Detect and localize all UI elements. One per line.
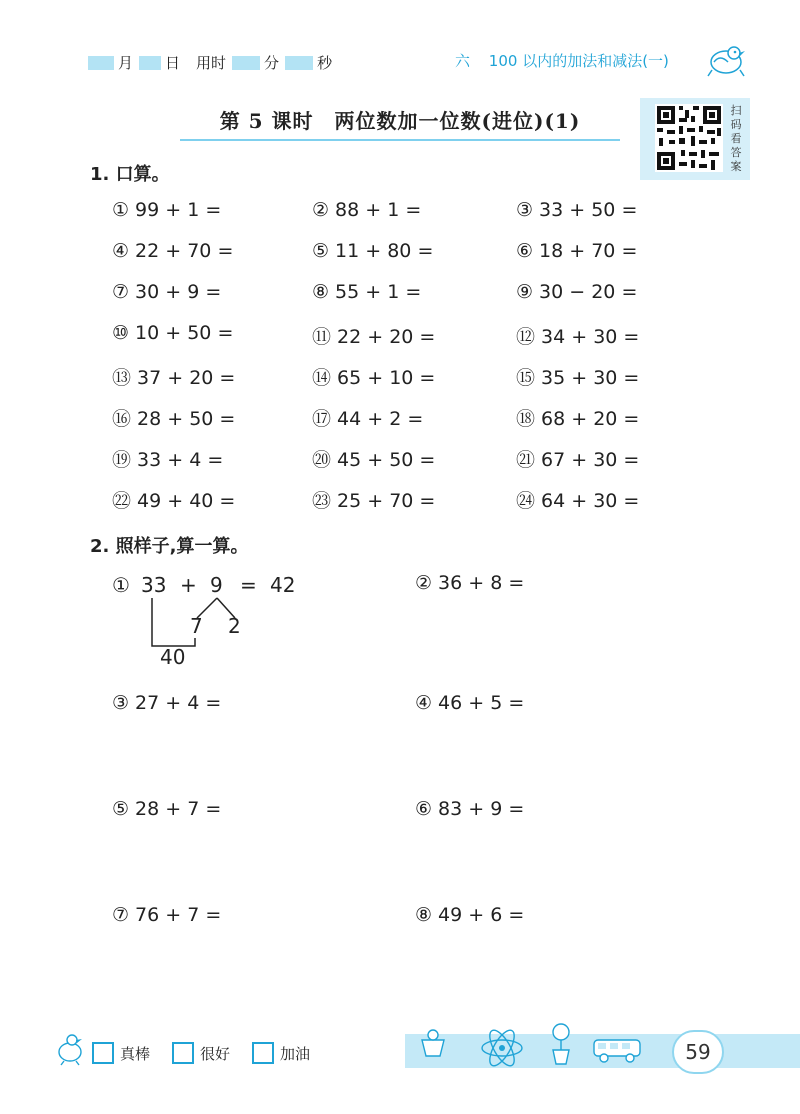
minutes-label: 分 bbox=[264, 54, 280, 72]
month-label: 月 bbox=[118, 54, 134, 72]
oral-problem[interactable] bbox=[112, 281, 221, 303]
rating-label: 加油 bbox=[280, 1044, 311, 1063]
practice-problem[interactable] bbox=[415, 572, 524, 594]
example-number: ① bbox=[112, 573, 130, 597]
qr-caption bbox=[728, 104, 744, 174]
problem-number: ⑥ bbox=[516, 240, 534, 262]
oral-problem[interactable] bbox=[516, 363, 639, 390]
problem-number: ⑳ bbox=[312, 449, 332, 471]
qr-caption-char: 案 bbox=[730, 160, 742, 173]
problem-text: 36 + 8 = bbox=[438, 572, 525, 594]
problem-number: ⑲ bbox=[112, 449, 132, 471]
date-time-fields bbox=[88, 52, 338, 73]
problem-text: 25 + 70 = bbox=[337, 490, 436, 512]
problem-text: 83 + 9 = bbox=[438, 798, 525, 820]
time-used-label: 用时 bbox=[196, 54, 227, 72]
problem-text: 22 + 70 = bbox=[135, 240, 234, 262]
problem-number: ⑨ bbox=[516, 281, 534, 303]
bird-icon bbox=[52, 1030, 88, 1066]
problem-number: ⑪ bbox=[312, 326, 332, 348]
problem-text: 18 + 70 = bbox=[539, 240, 638, 262]
oral-problem[interactable] bbox=[312, 281, 421, 303]
problem-number: ② bbox=[415, 572, 433, 594]
rating-label: 真棒 bbox=[120, 1044, 151, 1063]
oral-problem[interactable] bbox=[112, 240, 233, 262]
problem-number: ⑧ bbox=[415, 904, 433, 926]
problem-number: ② bbox=[312, 199, 330, 221]
problem-number: ⑮ bbox=[516, 367, 536, 389]
problem-text: 68 + 20 = bbox=[541, 408, 640, 430]
rating-keep-going[interactable] bbox=[252, 1042, 310, 1064]
practice-problem[interactable] bbox=[415, 904, 524, 926]
oral-problem[interactable] bbox=[112, 322, 233, 344]
title-underline bbox=[180, 139, 620, 141]
bird-icon bbox=[704, 40, 748, 78]
split-left: 7 bbox=[190, 614, 203, 638]
oral-problem[interactable] bbox=[112, 363, 235, 390]
seconds-blank[interactable] bbox=[285, 56, 313, 70]
problem-number: ⑭ bbox=[312, 367, 332, 389]
qr-caption-char: 答 bbox=[730, 146, 742, 159]
problem-number: ⑥ bbox=[415, 798, 433, 820]
problem-number: ⑩ bbox=[112, 322, 130, 344]
problem-number: ⑦ bbox=[112, 904, 130, 926]
problem-text: 33 + 50 = bbox=[539, 199, 638, 221]
practice-problem[interactable] bbox=[112, 798, 221, 820]
qr-caption-char: 扫 bbox=[730, 104, 742, 117]
chapter-heading bbox=[455, 50, 669, 71]
rating-checkbox[interactable] bbox=[92, 1042, 114, 1064]
problem-text: 45 + 50 = bbox=[337, 449, 436, 471]
problem-number: ④ bbox=[415, 692, 433, 714]
problem-text: 28 + 50 = bbox=[137, 408, 236, 430]
problem-text: 65 + 10 = bbox=[337, 367, 436, 389]
problem-text: 64 + 30 = bbox=[541, 490, 640, 512]
section1-title: 1. 口算。 bbox=[90, 164, 170, 185]
oral-problem[interactable] bbox=[312, 199, 421, 221]
section2-title: 2. 照样子,算一算。 bbox=[90, 536, 249, 557]
practice-problem[interactable] bbox=[415, 692, 524, 714]
problem-text: 49 + 40 = bbox=[137, 490, 236, 512]
cup-icon bbox=[416, 1026, 450, 1060]
atom-icon bbox=[480, 1028, 524, 1068]
problem-text: 37 + 20 = bbox=[137, 367, 236, 389]
problem-text: 35 + 30 = bbox=[541, 367, 640, 389]
rating-good[interactable] bbox=[172, 1042, 230, 1064]
example-plus-sign: + bbox=[180, 573, 197, 597]
problem-text: 11 + 80 = bbox=[335, 240, 434, 262]
rating-label: 很好 bbox=[200, 1044, 231, 1063]
chapter-title: 100 以内的加法和减法(一) bbox=[488, 52, 669, 70]
problem-text: 49 + 6 = bbox=[438, 904, 525, 926]
rating-checkbox[interactable] bbox=[172, 1042, 194, 1064]
oral-problem[interactable] bbox=[112, 445, 223, 472]
example-addend-b: 9 bbox=[210, 573, 223, 597]
example-addend-a: 33 bbox=[141, 573, 167, 597]
month-blank[interactable] bbox=[88, 56, 114, 70]
problem-number: ④ bbox=[112, 240, 130, 262]
problem-number: ⑤ bbox=[112, 798, 130, 820]
oral-problem[interactable] bbox=[312, 363, 435, 390]
qr-caption-char: 看 bbox=[730, 132, 742, 145]
problem-number: ⑧ bbox=[312, 281, 330, 303]
problem-text: 33 + 4 = bbox=[137, 449, 224, 471]
problem-number: ㉒ bbox=[112, 490, 132, 512]
example-equals-sign: = bbox=[240, 573, 257, 597]
problem-number: ③ bbox=[112, 692, 130, 714]
oral-problem[interactable] bbox=[312, 240, 433, 262]
oral-problem[interactable] bbox=[516, 240, 637, 262]
practice-problem[interactable] bbox=[112, 904, 221, 926]
problem-number: ⑤ bbox=[312, 240, 330, 262]
practice-problem[interactable] bbox=[112, 692, 221, 714]
rating-checkbox[interactable] bbox=[252, 1042, 274, 1064]
oral-problem[interactable] bbox=[516, 445, 639, 472]
page-number: 59 bbox=[672, 1030, 724, 1074]
problem-number: ⑬ bbox=[112, 367, 132, 389]
problem-text: 99 + 1 = bbox=[135, 199, 222, 221]
potted-plant-icon bbox=[546, 1022, 576, 1066]
rating-great[interactable] bbox=[92, 1042, 150, 1064]
oral-problem[interactable] bbox=[516, 199, 637, 221]
seconds-label: 秒 bbox=[317, 54, 333, 72]
day-label: 日 bbox=[165, 54, 181, 72]
problem-text: 10 + 50 = bbox=[135, 322, 234, 344]
problem-text: 44 + 2 = bbox=[337, 408, 424, 430]
chapter-number: 六 bbox=[455, 52, 471, 70]
problem-number: ⑫ bbox=[516, 326, 536, 348]
oral-problem[interactable] bbox=[312, 404, 423, 431]
partial-sum: 40 bbox=[160, 645, 186, 669]
problem-number: ㉔ bbox=[516, 490, 536, 512]
bus-icon bbox=[592, 1036, 642, 1064]
qr-caption-char: 码 bbox=[730, 118, 742, 131]
qr-code-icon[interactable] bbox=[655, 104, 723, 172]
oral-problem[interactable] bbox=[312, 322, 435, 349]
problem-number: ㉑ bbox=[516, 449, 536, 471]
day-blank[interactable] bbox=[139, 56, 161, 70]
problem-text: 34 + 30 = bbox=[541, 326, 640, 348]
oral-problem[interactable] bbox=[112, 486, 235, 513]
split-right: 2 bbox=[228, 614, 241, 638]
oral-problem[interactable] bbox=[516, 404, 639, 431]
problem-text: 30 − 20 = bbox=[539, 281, 638, 303]
oral-problem[interactable] bbox=[516, 322, 639, 349]
oral-problem[interactable] bbox=[112, 404, 235, 431]
minutes-blank[interactable] bbox=[232, 56, 260, 70]
oral-problem[interactable] bbox=[516, 486, 639, 513]
problem-text: 67 + 30 = bbox=[541, 449, 640, 471]
oral-problem[interactable] bbox=[312, 486, 435, 513]
problem-text: 46 + 5 = bbox=[438, 692, 525, 714]
problem-text: 88 + 1 = bbox=[335, 199, 422, 221]
practice-problem[interactable] bbox=[415, 798, 524, 820]
problem-number: ⑰ bbox=[312, 408, 332, 430]
problem-number: ① bbox=[112, 199, 130, 221]
lesson-title: 第 5 课时 两位数加一位数(进位)(1) bbox=[219, 108, 581, 133]
oral-problem[interactable] bbox=[516, 281, 637, 303]
problem-text: 27 + 4 = bbox=[135, 692, 222, 714]
problem-number: ㉓ bbox=[312, 490, 332, 512]
oral-problem[interactable] bbox=[112, 199, 221, 221]
problem-text: 28 + 7 = bbox=[135, 798, 222, 820]
problem-text: 30 + 9 = bbox=[135, 281, 222, 303]
problem-text: 76 + 7 = bbox=[135, 904, 222, 926]
problem-number: ⑱ bbox=[516, 408, 536, 430]
oral-problem[interactable] bbox=[312, 445, 435, 472]
problem-number: ③ bbox=[516, 199, 534, 221]
problem-number: ⑯ bbox=[112, 408, 132, 430]
problem-number: ⑦ bbox=[112, 281, 130, 303]
problem-text: 22 + 20 = bbox=[337, 326, 436, 348]
problem-text: 55 + 1 = bbox=[335, 281, 422, 303]
example-result: 42 bbox=[270, 573, 296, 597]
